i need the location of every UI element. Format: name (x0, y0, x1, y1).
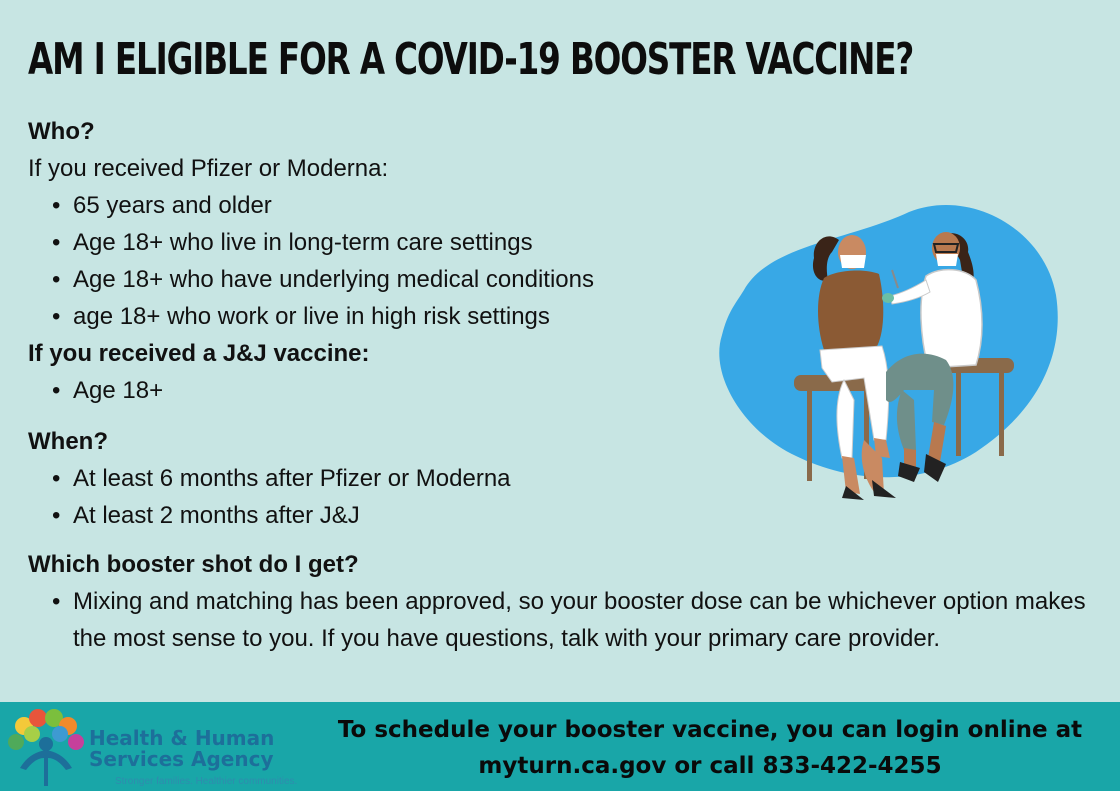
footer-banner (0, 702, 1120, 791)
jj-intro: If you received a J&J vaccine: (28, 340, 370, 367)
agency-line-2: Services Agency (89, 747, 274, 771)
which-heading: Which booster shot do I get? (28, 551, 359, 578)
list-item: • Mixing and matching has been approved, so your booster dose can be whichever option makes the most sense to you. If you have questions, talk with your primary care provider. (52, 583, 1118, 657)
list-item: • At least 6 months after Pfizer or Moderna (52, 460, 1118, 497)
who-heading: Who? (28, 118, 95, 145)
list-item: • Age 18+ who have underlying medical conditions (52, 261, 1118, 298)
agency-name (89, 728, 274, 770)
list-item: • Age 18+ (52, 372, 1118, 409)
agency-tagline: Stronger families. Healthier communities. (115, 776, 298, 787)
schedule-call-to-action (300, 712, 1120, 784)
page-title: AM I ELIGIBLE FOR A COVID-19 BOOSTER VACCINE? (28, 34, 914, 85)
list-item: • 65 years and older (52, 187, 1118, 224)
tree-logo-icon (4, 708, 88, 788)
list-item: • Age 18+ who live in long-term care settings (52, 224, 1118, 261)
agency-line-1: Health & Human (89, 726, 275, 750)
cta-line-2: myturn.ca.gov or call 833-422-4255 (478, 753, 942, 779)
which-list (52, 583, 1118, 657)
list-item: • age 18+ who work or live in high risk settings (52, 298, 1118, 335)
vaccination-illustration (714, 200, 1066, 505)
pfizer-moderna-intro: If you received Pfizer or Moderna: (28, 155, 389, 182)
when-heading: When? (28, 428, 108, 455)
list-item: • At least 2 months after J&J (52, 497, 1118, 534)
cta-line-1: To schedule your booster vaccine, you can login online at (337, 717, 1083, 743)
